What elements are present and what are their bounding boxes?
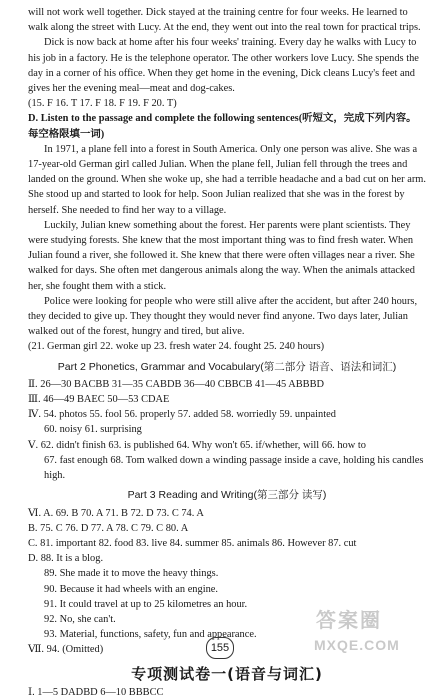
answer-line: 60. noisy 61. surprising [44, 424, 142, 436]
answer-key-15-20: (15. F 16. T 17. F 18. F 19. F 20. T) [28, 98, 177, 110]
paragraph: Luckily, Julian knew something about the forest. Her parents were plant scientists. They were studying forests. She knew that the most important thing was to find fresh water. When Julian found a river, she followed it. She knew that there were often villages near a river. She walked for days. She often met dangerous animals along the way. When the animals attacked her, she fought them with a stick. [28, 219, 415, 292]
paragraph: In 1971, a plane fell into a forest in South America. Only one person was alive. She was a 17-year-old German girl called Julian. When the plane fell, Julian fell through the trees and landed on the ground. When she woke up, she had a terrible headache and a bad cut on her arm. She stood up and started to look for help. Soon Julian realized that she was in the forest by herself. She needed to find her way to a village. [28, 143, 426, 216]
paragraph: Police were looking for people who were still alive after the accident, but after 240 hours, they decided to give up. They thought they would never find anyone. Two days later, Julian walked out of the forest, hungry and tired, but alive. [28, 295, 418, 338]
answer-line: D. 88. It is a blog. [28, 553, 104, 565]
test-title: 专项测试卷一(语音与词汇) [131, 664, 323, 683]
watermark [306, 610, 436, 658]
answer-line: C. 81. important 82. food 83. live 84. summer 85. animals 86. However 87. cut [28, 537, 357, 549]
answer-line: Ⅵ. A. 69. B 70. A 71. B 72. D 73. C 74. A [28, 507, 204, 519]
answer-line: Ⅰ. 1—5 DADBD 6—10 BBBCC [28, 686, 164, 698]
paragraph: Dick is now back at home after his four weeks' training. Every day he walks with Lucy to his job in a factory. He is the telephone operator. The other workers love Lucy. She spends the day in a corner of his office. When they get home in the evening, Dick cleans Lucy's feet and gives her the evening meal—meat and dog-cakes. [28, 37, 419, 95]
watermark-url: MXQE.COM [314, 637, 400, 653]
answer-line: Ⅳ. 54. photos 55. fool 56. properly 57. added 58. worriedly 59. unpainted [28, 409, 336, 421]
answer-line: Ⅱ. 26—30 BACBB 31—35 CABDB 36—40 CBBCB 41—45 ABBBD [28, 378, 325, 390]
page-number: 155 [206, 637, 234, 659]
watermark-text: 答案圈 [316, 610, 382, 632]
answer-line: B. 75. C 76. D 77. A 78. C 79. C 80. A [28, 522, 189, 534]
answer-key-21-25: (21. German girl 22. woke up 23. fresh water 24. fought 25. 240 hours) [28, 341, 325, 353]
answer-line: Ⅲ. 46—49 BAEC 50—53 CDAE [28, 394, 170, 406]
paragraph: will not work well together. Dick stayed at the training centre for four weeks. He learned to walk along the street with Lucy. At the end, they went out into the real town for practical trips. [28, 7, 421, 34]
part3-heading: Part 3 Reading and Writing(第三部分 读写) [127, 489, 327, 502]
answer-line: 67. fast enough 68. Tom walked down a winding passage inside a cave, holding his candles high. [44, 454, 424, 482]
section-d-heading: D. Listen to the passage and complete the following sentences(听短文，完成下列内容。每空格限填一词) [28, 113, 417, 140]
answer-line: 91. It could travel at up to 25 kilometres an hour. [44, 598, 248, 610]
answer-line: 93. Material, functions, safety, fun and appearance. [44, 629, 257, 641]
answer-line: 89. She made it to move the heavy things. [44, 568, 219, 580]
part2-heading: Part 2 Phonetics, Grammar and Vocabulary(第二部分 语音、语法和词汇) [57, 360, 397, 373]
answer-page [28, 5, 426, 700]
answer-line: 90. Because it had wheels with an engine. [44, 583, 218, 595]
answer-line: Ⅶ. 94. (Omitted) [28, 644, 104, 656]
answer-line: 92. No, she can't. [44, 613, 116, 625]
answer-line: Ⅴ. 62. didn't finish 63. is published 64. Why won't 65. if/whether, will 66. how to [28, 439, 366, 451]
